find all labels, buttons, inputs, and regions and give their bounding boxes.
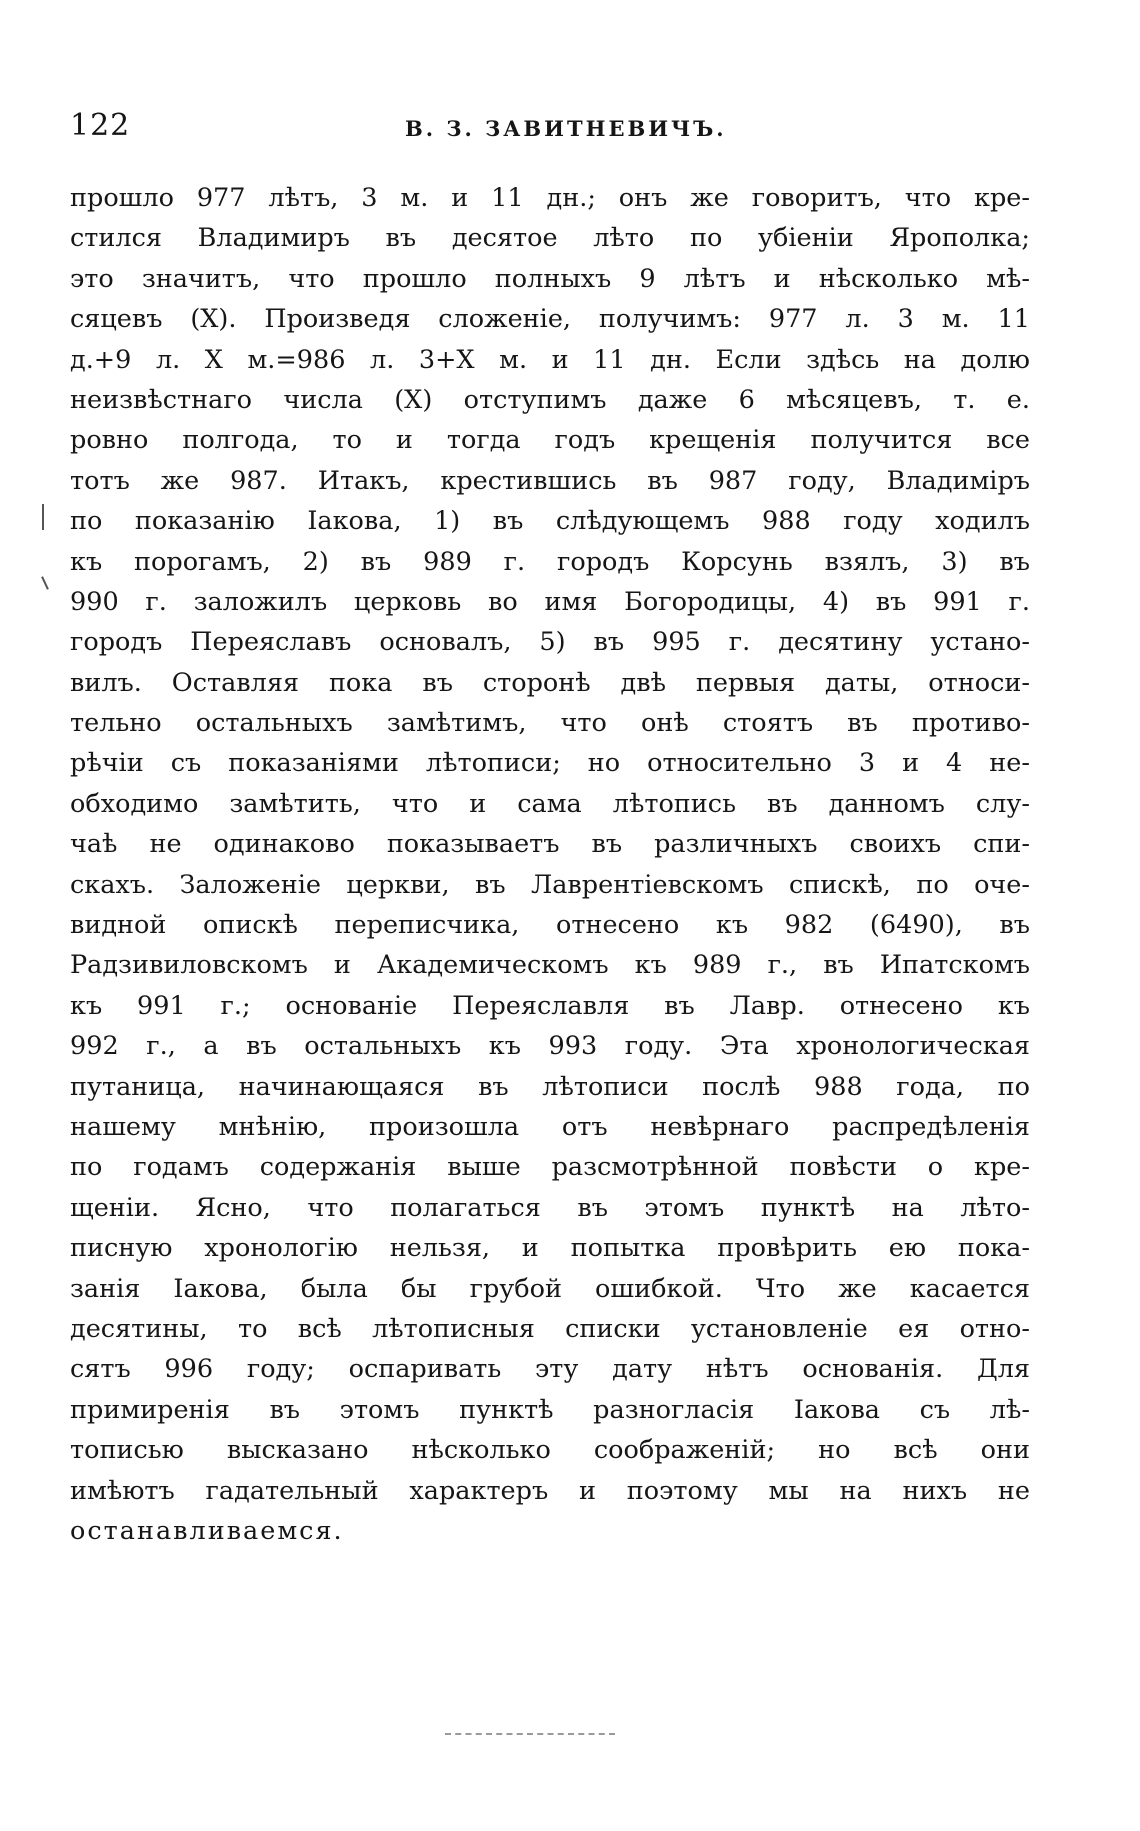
text-line: тотъ же 987. Итакъ, крестившись въ 987 году, Владиміръ: [70, 465, 1030, 496]
text-line: неизвѣстнаго числа (Х) отступимъ даже 6 мѣсяцевъ, т. е.: [70, 384, 1030, 415]
text-line: десятины, то всѣ лѣтописныя списки установленіе ея отно-: [70, 1313, 1030, 1344]
text-line: вилъ. Оставляя пока въ сторонѣ двѣ первыя даты, относи-: [70, 667, 1030, 698]
running-title: В. З. ЗАВИТНЕВИЧЪ.: [405, 116, 727, 141]
margin-mark: [41, 576, 49, 590]
text-line: по показанію Іакова, 1) въ слѣдующемъ 988 году ходилъ: [70, 506, 1030, 537]
margin-mark: [42, 504, 44, 530]
text-line: сятъ 996 году; оспаривать эту дату нѣтъ основанія. Для: [70, 1354, 1030, 1385]
text-line: писную хронологію нельзя, и попытка провѣрить ею пока-: [70, 1233, 1030, 1264]
text-line: путаница, начинающаяся въ лѣтописи послѣ 988 года, по: [70, 1071, 1030, 1102]
text-line: стился Владимиръ въ десятое лѣто по убіеніи Ярополка;: [70, 223, 1030, 254]
text-line: прошло 977 лѣтъ, 3 м. и 11 дн.; онъ же говоритъ, что кре-: [70, 183, 1030, 213]
text-line: скахъ. Заложеніе церкви, въ Лаврентіевскомъ спискѣ, по оче-: [70, 869, 1030, 900]
text-line: къ 991 г.; основаніе Переяславля въ Лавр. отнесено къ: [70, 990, 1030, 1021]
text-line: щеніи. Ясно, что полагаться въ этомъ пунктѣ на лѣто-: [70, 1192, 1030, 1223]
text-line: рѣчіи съ показаніями лѣтописи; но относительно 3 и 4 не-: [70, 748, 1030, 779]
text-line: тельно остальныхъ замѣтимъ, что онѣ стоятъ въ противо-: [70, 708, 1030, 739]
text-line: Радзивиловскомъ и Академическомъ къ 989 г., въ Ипатскомъ: [70, 950, 1030, 981]
text-line: обходимо замѣтить, что и сама лѣтопись въ данномъ слу-: [70, 788, 1030, 819]
text-line: занія Іакова, была бы грубой ошибкой. Что же касается: [70, 1273, 1030, 1304]
page-number: 122: [70, 108, 131, 143]
text-line: чаѣ не одинаково показываетъ въ различныхъ своихъ спи-: [70, 829, 1030, 860]
text-line: 990 г. заложилъ церковь во имя Богородицы, 4) въ 991 г.: [70, 586, 1030, 617]
footer-rule: [445, 1733, 615, 1735]
body-text: [70, 178, 1030, 1551]
text-line: имѣютъ гадательный характеръ и поэтому мы на нихъ не: [70, 1475, 1030, 1506]
text-line: нашему мнѣнію, произошла отъ невѣрнаго распредѣленія: [70, 1111, 1030, 1142]
text-line: д.+9 л. Х м.=986 л. 3+Х м. и 11 дн. Если здѣсь на долю: [70, 344, 1030, 375]
text-line: къ порогамъ, 2) въ 989 г. городъ Корсунь взялъ, 3) въ: [70, 546, 1030, 577]
text-line: 992 г., а въ остальныхъ къ 993 году. Эта хронологическая: [70, 1031, 1030, 1062]
text-line-last: останавливаемся.: [70, 1515, 344, 1546]
page-header: [70, 108, 1030, 148]
text-line: это значитъ, что прошло полныхъ 9 лѣтъ и нѣсколько мѣ-: [70, 263, 1030, 294]
text-line: городъ Переяславъ основалъ, 5) въ 995 г. десятину устано-: [70, 627, 1030, 658]
text-line: тописью высказано нѣсколько соображеній; но всѣ они: [70, 1435, 1030, 1466]
text-line: ровно полгода, то и тогда годъ крещенія получится все: [70, 425, 1030, 456]
text-line: по годамъ содержанія выше разсмотрѣнной повѣсти о кре-: [70, 1152, 1030, 1183]
text-line: видной опискѣ переписчика, отнесено къ 982 (6490), въ: [70, 910, 1030, 941]
text-line: примиренія въ этомъ пунктѣ разногласія Іакова съ лѣ-: [70, 1394, 1030, 1425]
text-line: сяцевъ (Х). Произведя сложеніе, получимъ: 977 л. 3 м. 11: [70, 304, 1030, 335]
